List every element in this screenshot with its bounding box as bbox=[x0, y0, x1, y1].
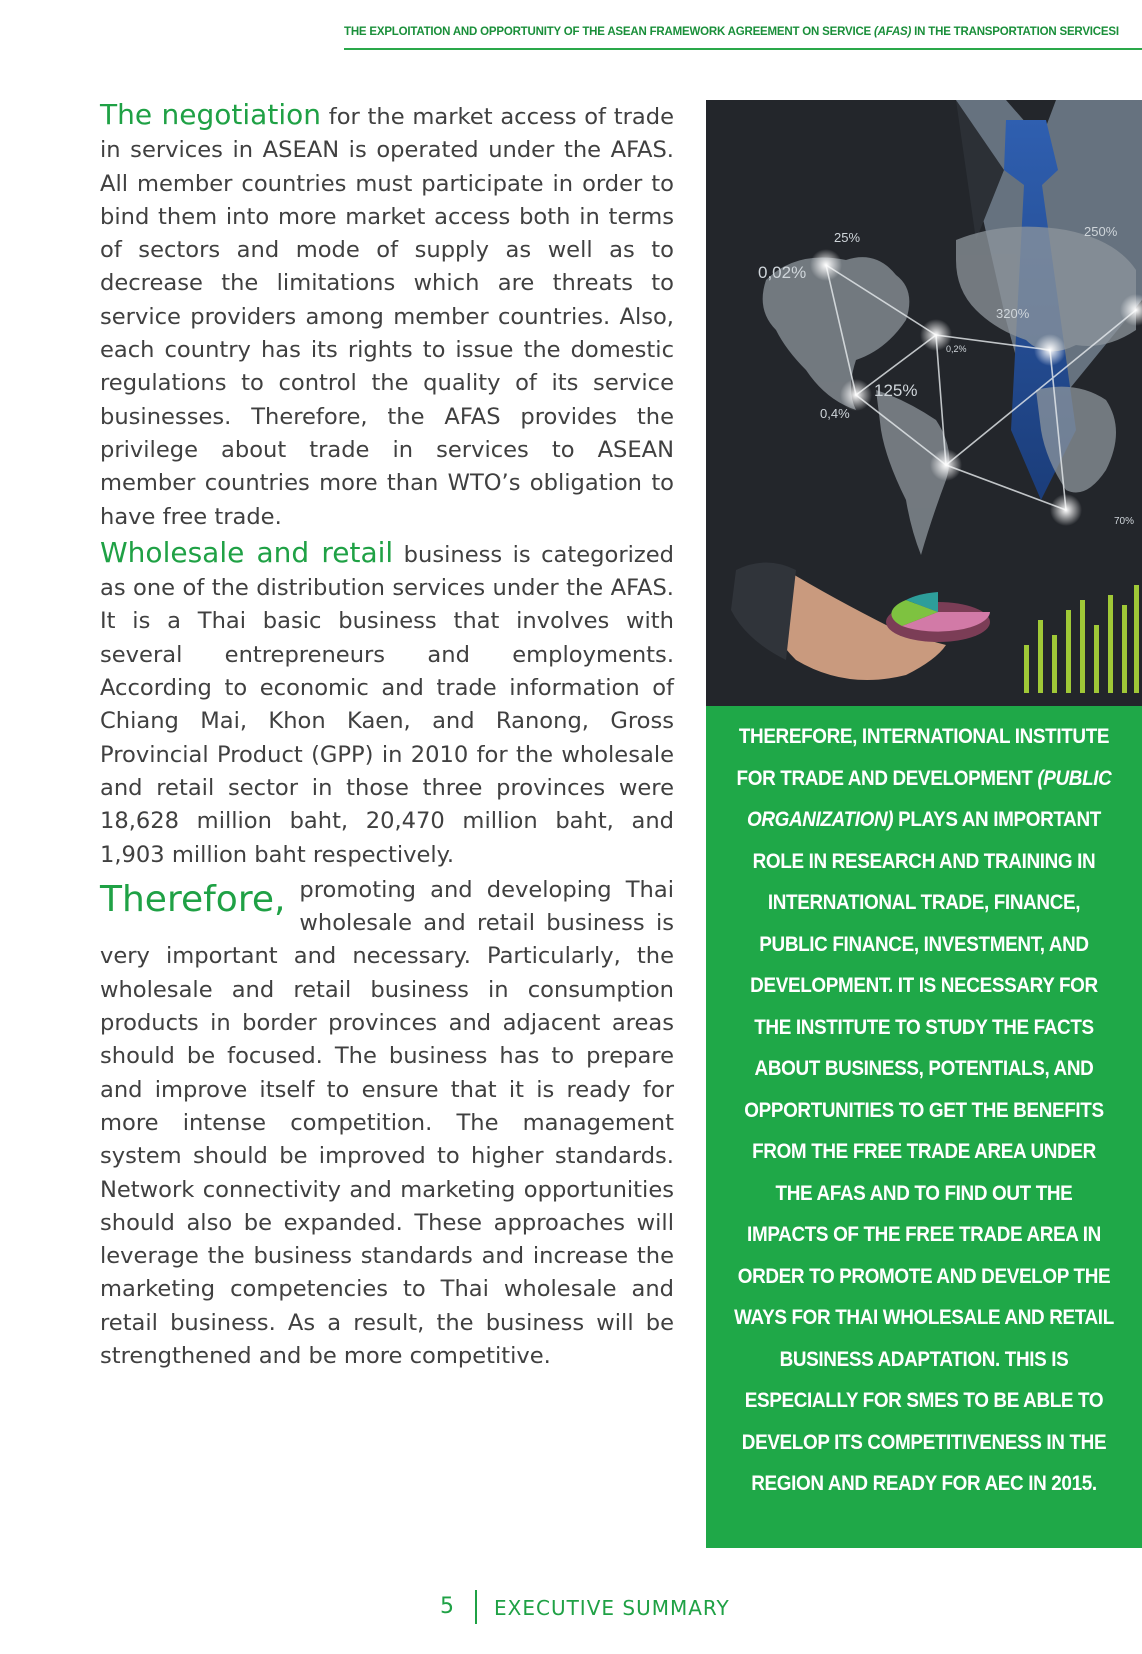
photo-label: 25% bbox=[834, 230, 861, 245]
photo-label: 0,02% bbox=[758, 263, 807, 282]
photo-label: 250% bbox=[1084, 224, 1118, 239]
page-number: 5 bbox=[440, 1594, 454, 1619]
paragraph-wholesale bbox=[100, 536, 674, 872]
photo-label: 70% bbox=[1114, 516, 1135, 527]
header-title-italic: (AFAS) bbox=[874, 26, 912, 38]
photo-label: 0,4% bbox=[820, 406, 850, 421]
paragraph-lead: Wholesale and retail bbox=[100, 535, 394, 569]
paragraph-lead: Therefore, bbox=[100, 878, 286, 920]
header-title-part1: THE EXPLOITATION AND OPPORTUNITY OF THE ASEAN FRAMEWORK AGREEMENT ON SERVICE bbox=[344, 26, 875, 38]
footer-divider bbox=[475, 1590, 477, 1624]
paragraph-text: business is categorized as one of the distribution services under the AFAS. It is a Thai basic business that involves with several entrepreneurs and employments. According to economic and trade information of Chiang Mai, Khon Kaen, and Ranong, Gross Provincial Product (GPP) in 2010 for the wholesale and retail sector in those three provinces were 18,628 million baht, 20,470 million baht, and 1,903 million baht respectively. bbox=[100, 541, 674, 868]
page-footer bbox=[0, 1590, 1142, 1630]
body-text-column bbox=[100, 98, 674, 1373]
header-rule bbox=[344, 48, 1142, 50]
running-header bbox=[344, 26, 1134, 38]
paragraph-text: promoting and developing Thai wholesale and retail business is very important and necessary. Particularly, the wholesale and retail business in consumption products in border provinces and adjacent areas should be focused. The business has to prepare and improve itself to ensure that it is ready for more intense competition. The management system should be improved to higher standards. Network connectivity and marketing opportunities should also be expanded. These approaches will leverage the business standards and increase the marketing competencies to Thai wholesale and retail business. As a result, the business will be strengthened and be more competitive. bbox=[100, 876, 674, 1369]
callout-part2: PLAYS AN IMPORTANT ROLE IN RESEARCH AND TRAINING IN INTERNATIONAL TRADE, FINANCE, PUBLIC FINANCE, INVESTMENT, AND DEVELOPMENT. IT IS NECESSARY FOR THE INSTITUTE TO STUDY THE FACTS ABOUT BUSINESS, POTENTIALS, AND OPPORTUNITIES TO GET THE BENEFITS FROM THE FREE TRADE AREA UNDER THE AFAS AND TO FIND OUT THE IMPACTS OF THE FREE TRADE AREA IN ORDER TO PROMOTE AND DEVELOP THE WAYS FOR THAI WHOLESALE AND RETAIL BUSINESS ADAPTATION. THIS IS ESPECIALLY FOR SMES TO BE ABLE TO DEVELOP ITS COMPETITIVENESS IN THE REGION AND READY FOR AEC IN 2015. bbox=[734, 808, 1114, 1495]
paragraph-negotiation bbox=[100, 98, 674, 534]
photo-label: 320% bbox=[996, 306, 1030, 321]
photo-label: 0,2% bbox=[946, 344, 967, 354]
businessman-world-map-photo bbox=[706, 100, 1142, 706]
paragraph-therefore bbox=[100, 874, 674, 1373]
photo-label: 125% bbox=[874, 381, 918, 400]
footer-section-label: EXECUTIVE SUMMARY bbox=[494, 1596, 730, 1620]
header-title-part2: IN THE TRANSPORTATION SERVICESI bbox=[911, 26, 1119, 38]
paragraph-lead: The negotiation bbox=[100, 98, 321, 131]
photo-illustration bbox=[706, 100, 1142, 706]
paragraph-text: for the market access of trade in services in ASEAN is operated under the AFAS. All member countries must participate in order to bind them into more market access both in terms of sectors and mode of supply as well as to decrease the limitations which are threats to service providers among member countries. Also, each country has its rights to issue the domestic regulations to control the quality of its service businesses. Therefore, the AFAS provides the privilege about trade in services to ASEAN member countries more than WTO’s obligation to have free trade. bbox=[100, 104, 674, 530]
callout-italic: (PUBLIC ORGANIZATION) bbox=[747, 766, 1112, 831]
callout-part1: THEREFORE, INTERNATIONAL INSTITUTE FOR TRADE AND DEVELOPMENT bbox=[736, 725, 1110, 790]
callout-text bbox=[733, 716, 1115, 1505]
